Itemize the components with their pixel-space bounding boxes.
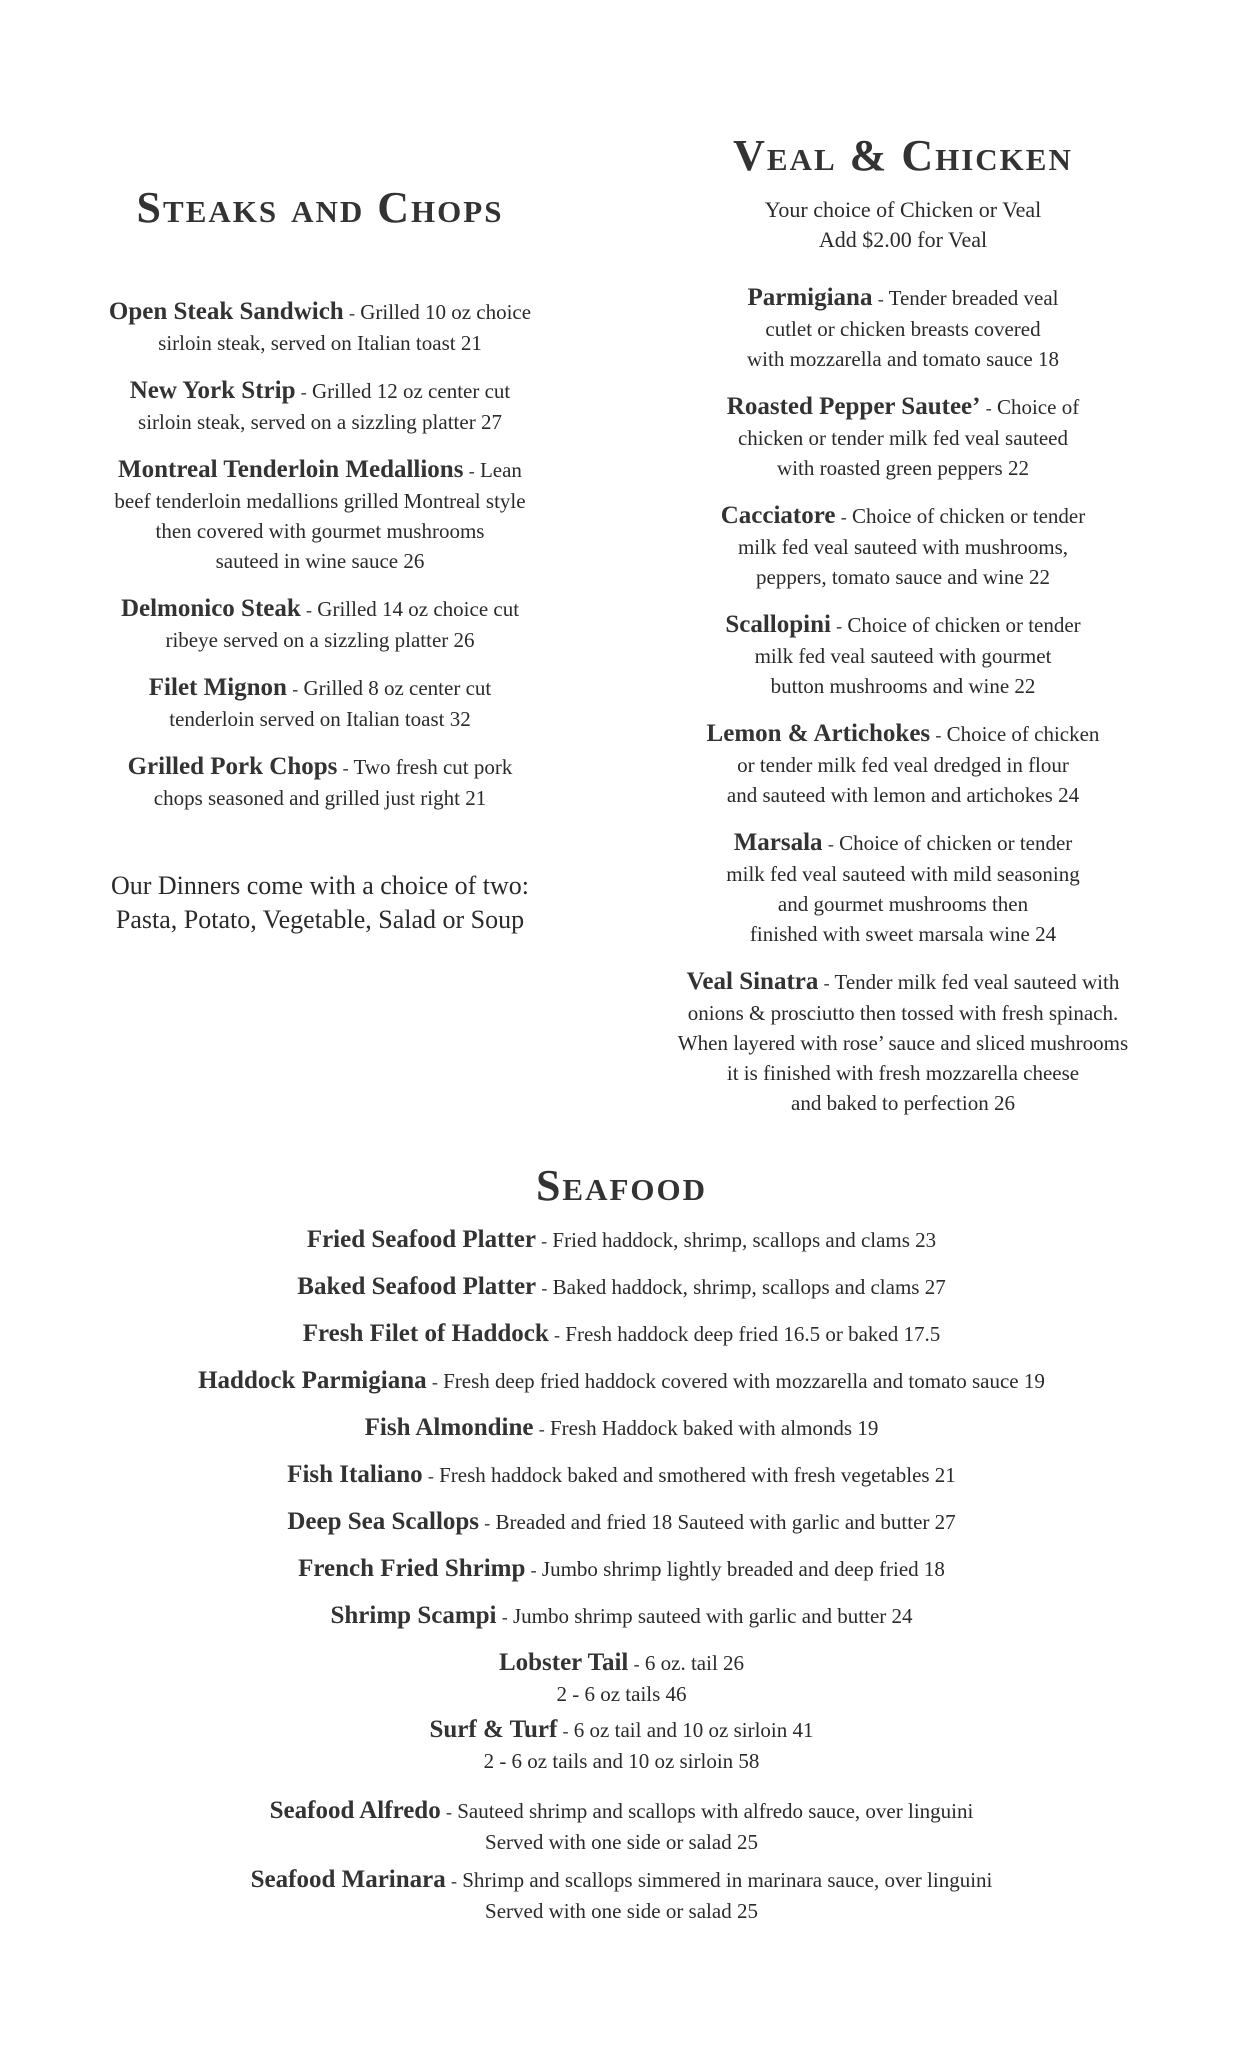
menu-item (100, 1413, 1143, 1444)
item-desc: Grilled 12 oz center cut (312, 379, 511, 403)
item-desc: chops seasoned and grilled just right 21 (153, 786, 487, 810)
item-separator: - (468, 461, 475, 481)
item-desc: tenderloin served on Italian toast 32 (169, 707, 471, 731)
item-separator: - (292, 679, 299, 699)
item-desc: 6 oz. tail 26 (644, 1651, 745, 1675)
item-desc: with mozzarella and tomato sauce 18 (747, 347, 1059, 371)
dinner-sides-note (60, 869, 580, 937)
menu-item (100, 1507, 1143, 1538)
item-name: Veal Sinatra (686, 968, 819, 995)
menu-item (100, 1796, 1143, 1857)
item-desc: Choice of (996, 395, 1080, 419)
item-desc: When layered with rose’ sauce and sliced mushrooms (677, 1031, 1129, 1055)
item-separator: - (484, 1513, 491, 1533)
item-desc: Grilled 14 oz choice cut (317, 597, 520, 621)
item-name: Haddock Parmigiana (198, 1367, 427, 1394)
item-desc: button mushrooms and wine 22 (770, 674, 1036, 698)
menu-item (60, 455, 580, 576)
note-line: Pasta, Potato, Vegetable, Salad or Soup (115, 905, 525, 934)
item-name: Scallopini (725, 611, 831, 638)
item-separator: - (427, 1466, 434, 1486)
item-separator: - (501, 1607, 508, 1627)
menu-item (100, 1715, 1143, 1776)
item-separator: - (451, 1871, 457, 1891)
item-name: Deep Sea Scallops (287, 1508, 480, 1535)
menu-item (60, 376, 580, 437)
item-name: Baked Seafood Platter (297, 1273, 537, 1300)
item-name: Grilled Pork Chops (127, 753, 338, 780)
item-separator: - (877, 289, 884, 309)
menu-item (628, 501, 1178, 592)
menu-item (100, 1319, 1143, 1350)
item-name: French Fried Shrimp (298, 1555, 526, 1582)
item-desc: Choice of chicken or tender (852, 504, 1086, 528)
item-desc: Fried haddock, shrimp, scallops and clams 23 (552, 1228, 937, 1252)
item-separator: - (300, 382, 307, 402)
item-desc: it is finished with fresh mozzarella cheese (726, 1061, 1080, 1085)
item-desc: sirloin steak, served on Italian toast 21 (158, 331, 482, 355)
item-name: Montreal Tenderloin Medallions (118, 456, 464, 483)
veal-chicken-subtitle (628, 195, 1178, 255)
veal-chicken-title: Veal & Chicken (733, 131, 1073, 180)
item-desc: Fresh Haddock baked with almonds 19 (549, 1416, 879, 1440)
item-desc: Tender breaded veal (888, 286, 1059, 310)
item-separator: - (541, 1278, 548, 1298)
veal-chicken-section (628, 0, 1178, 1136)
item-separator: - (530, 1560, 537, 1580)
item-desc: Tender milk fed veal sauteed with (834, 970, 1120, 994)
item-desc: sirloin steak, served on a sizzling platter 27 (138, 410, 502, 434)
seafood-section (100, 1160, 1143, 1932)
item-name: Shrimp Scampi (330, 1602, 497, 1629)
item-desc: beef tenderloin medallions grilled Montreal style (114, 489, 526, 513)
item-desc: Shrimp and scallops simmered in marinara sauce, over linguini (462, 1868, 993, 1892)
item-separator: - (935, 725, 942, 745)
menu-item (628, 283, 1178, 374)
item-desc: cutlet or chicken breasts covered (765, 317, 1041, 341)
item-desc: Jumbo shrimp sauteed with garlic and butter 24 (513, 1604, 913, 1628)
menu-item (100, 1366, 1143, 1397)
menu-item (100, 1865, 1143, 1926)
item-desc: Baked haddock, shrimp, scallops and clams 27 (552, 1275, 946, 1299)
item-separator: - (445, 1802, 452, 1822)
item-desc: then covered with gourmet mushrooms (155, 519, 485, 543)
seafood-title: Seafood (535, 1161, 708, 1210)
item-name: Seafood Alfredo (269, 1797, 441, 1824)
item-name: Surf & Turf (429, 1716, 558, 1743)
item-desc: peppers, tomato sauce and wine 22 (756, 565, 1050, 589)
item-name: Cacciatore (720, 502, 836, 529)
menu-item (100, 1272, 1143, 1303)
item-separator: - (538, 1419, 545, 1439)
item-desc: milk fed veal sauteed with mild seasoning (726, 862, 1080, 886)
note-line: Our Dinners come with a choice of two: (110, 871, 530, 900)
item-desc: Fresh haddock baked and smothered with fresh vegetables 21 (439, 1463, 956, 1487)
item-name: Roasted Pepper Sautee’ (726, 393, 981, 420)
steaks-section (60, 0, 580, 937)
item-desc: Two fresh cut pork (353, 755, 513, 779)
item-desc: Choice of chicken or tender (847, 613, 1081, 637)
item-name: Open Steak Sandwich (108, 298, 344, 325)
item-separator: - (431, 1372, 438, 1392)
item-separator: - (633, 1654, 640, 1674)
item-desc: Lean (479, 458, 522, 482)
item-desc: 2 - 6 oz tails 46 (556, 1682, 687, 1706)
item-desc: and sauteed with lemon and artichokes 24 (726, 783, 1080, 807)
menu-item (628, 719, 1178, 810)
item-desc: Jumbo shrimp lightly breaded and deep fried 18 (541, 1557, 945, 1581)
item-desc: Breaded and fried 18 Sauteed with garlic and butter 27 (495, 1510, 956, 1534)
item-desc: 6 oz tail and 10 oz sirloin 41 (573, 1718, 814, 1742)
item-desc: and baked to perfection 26 (791, 1091, 1015, 1115)
menu-item (628, 828, 1178, 949)
item-desc: Fresh deep fried haddock covered with mozzarella and tomato sauce 19 (443, 1369, 1045, 1393)
item-desc: ribeye served on a sizzling platter 26 (165, 628, 475, 652)
menu-item (100, 1460, 1143, 1491)
item-desc: Served with one side or salad 25 (485, 1830, 758, 1854)
item-desc: onions & prosciutto then tossed with fresh spinach. (687, 1001, 1119, 1025)
item-name: Lemon & Artichokes (706, 720, 931, 747)
item-name: Filet Mignon (148, 674, 287, 701)
menu-item (100, 1648, 1143, 1709)
item-desc: milk fed veal sauteed with mushrooms, (737, 535, 1069, 559)
menu-item (60, 673, 580, 734)
menu-item (100, 1601, 1143, 1632)
item-desc: Choice of chicken (946, 722, 1100, 746)
subtitle-line: Your choice of Chicken or Veal (764, 197, 1042, 222)
item-desc: Grilled 8 oz center cut (303, 676, 492, 700)
item-name: Fish Italiano (287, 1461, 423, 1488)
item-desc: chicken or tender milk fed veal sauteed (737, 426, 1069, 450)
item-name: Fresh Filet of Haddock (302, 1320, 549, 1347)
item-desc: 2 - 6 oz tails and 10 oz sirloin 58 (483, 1749, 760, 1773)
item-separator: - (348, 303, 355, 323)
item-desc: Fresh haddock deep fried 16.5 or baked 17.5 (565, 1322, 941, 1346)
item-desc: Served with one side or salad 25 (485, 1899, 758, 1923)
item-desc: Choice of chicken or tender (839, 831, 1073, 855)
item-desc: sauteed in wine sauce 26 (215, 549, 425, 573)
item-separator: - (541, 1231, 548, 1251)
item-desc: or tender milk fed veal dredged in flour (737, 753, 1069, 777)
item-separator: - (562, 1721, 569, 1741)
item-name: Parmigiana (747, 284, 873, 311)
item-separator: - (827, 834, 834, 854)
item-separator: - (342, 758, 349, 778)
item-separator: - (554, 1325, 561, 1345)
item-desc: finished with sweet marsala wine 24 (749, 922, 1057, 946)
menu-item (60, 752, 580, 813)
item-desc: with roasted green peppers 22 (777, 456, 1029, 480)
item-desc: and gourmet mushrooms then (777, 892, 1029, 916)
item-name: Delmonico Steak (120, 595, 301, 622)
item-name: Lobster Tail (498, 1649, 629, 1676)
item-separator: - (823, 973, 830, 993)
menu-item (628, 610, 1178, 701)
subtitle-line: Add $2.00 for Veal (818, 227, 988, 252)
item-separator: - (836, 616, 843, 636)
item-separator: - (306, 600, 313, 620)
item-name: Seafood Marinara (250, 1866, 446, 1893)
menu-item (100, 1554, 1143, 1585)
item-name: Fried Seafood Platter (306, 1226, 536, 1253)
menu-item (60, 594, 580, 655)
menu-item (628, 392, 1178, 483)
item-desc: Sauteed shrimp and scallops with alfredo sauce, over linguini (457, 1799, 974, 1823)
menu-item (60, 297, 580, 358)
item-name: Marsala (733, 829, 823, 856)
item-name: New York Strip (129, 377, 296, 404)
item-separator: - (985, 398, 992, 418)
item-desc: Grilled 10 oz choice (360, 300, 532, 324)
steaks-title: Steaks and Chops (136, 183, 504, 232)
menu-item (100, 1225, 1143, 1256)
item-separator: - (840, 507, 847, 527)
menu-item (628, 967, 1178, 1118)
item-name: Fish Almondine (364, 1414, 534, 1441)
item-desc: milk fed veal sauteed with gourmet (754, 644, 1052, 668)
